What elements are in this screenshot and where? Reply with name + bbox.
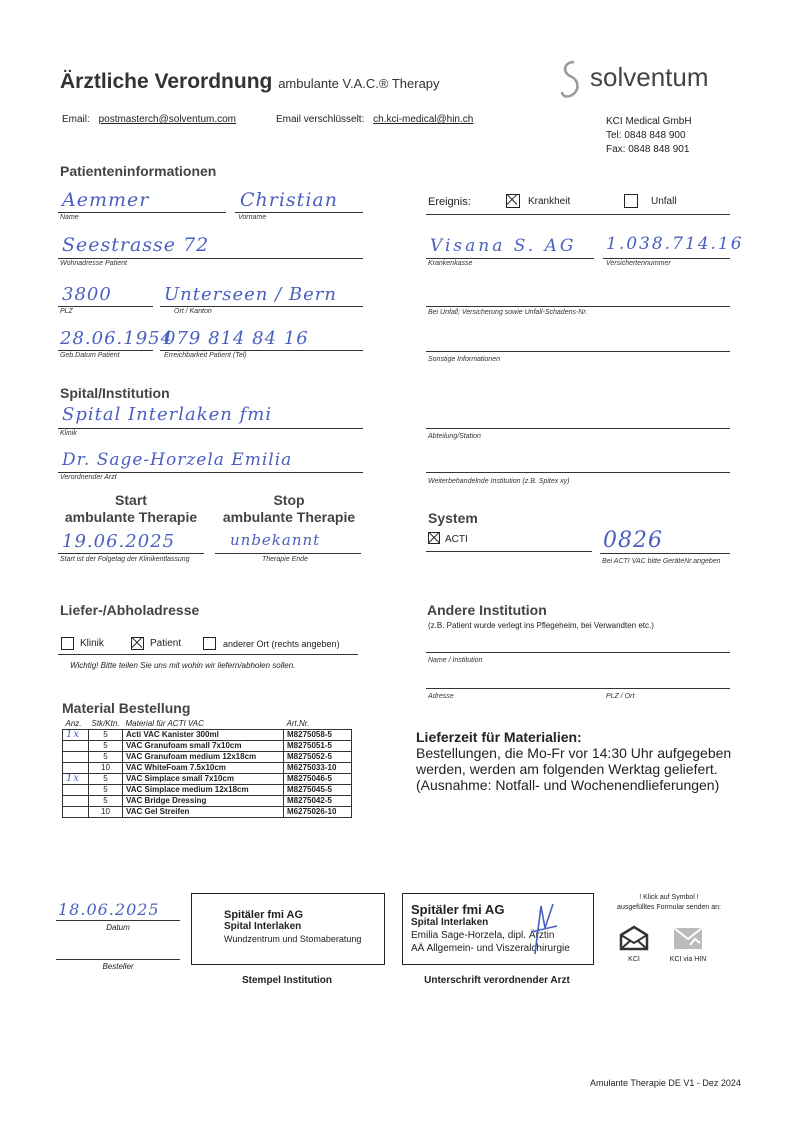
- start-therapy-title: [60, 492, 202, 526]
- material-table-header: [63, 719, 352, 730]
- row-stk: 5: [89, 774, 123, 785]
- row-artnr: M8275042-5: [284, 796, 352, 807]
- form-title: [60, 70, 440, 94]
- send-kci-hin-button[interactable]: [668, 925, 708, 963]
- patient-address-label: Wohnadresse Patient: [60, 260, 127, 267]
- krankheit-label: Krankheit: [528, 196, 571, 207]
- row-anz[interactable]: [63, 763, 89, 774]
- email-link[interactable]: postmasterch@solventum.com: [98, 114, 236, 125]
- stamp1-line-1: Spitäler fmi AG: [224, 909, 304, 921]
- row-anz[interactable]: 1x: [63, 774, 89, 785]
- device-number-label: Bei ACTI VAC bitte GeräteNr.angeben: [602, 558, 721, 565]
- patient-phone-label: Erreichbarkeit Patient (Tel): [164, 352, 247, 359]
- delivery-note: Wichtig! Bitte teilen Sie uns mit wohin wir liefern/abholen sollen.: [70, 661, 296, 670]
- other-inst-address-label: Adresse: [428, 693, 454, 700]
- table-row: [63, 752, 352, 763]
- lieferzeit-line-2: werden, werden am folgenden Werktag geliefert.: [416, 761, 718, 777]
- stamp1-line-2: Spital Interlaken: [224, 921, 302, 932]
- col-anz: Anz.: [63, 719, 89, 730]
- weiterbehandelnde-label: Weiterbehandelnde Institution (z.B. Spitex xy): [428, 478, 570, 485]
- row-artnr: M8275045-5: [284, 785, 352, 796]
- stamp2-line-4: AÄ Allgemein- und Viszeralchirurgie: [411, 943, 570, 954]
- other-inst-hint: (z.B. Patient wurde verlegt ins Pflegeheim, bei Verwandten etc.): [428, 621, 654, 630]
- table-row: [63, 730, 352, 741]
- row-anz[interactable]: 1x: [63, 730, 89, 741]
- krankheit-checkbox[interactable]: [506, 194, 520, 208]
- email-enc-label: Email verschlüsselt:: [276, 114, 365, 125]
- subtitle-text: ambulante V.A.C.® Therapy: [278, 76, 440, 91]
- other-inst-name-label: Name / Institution: [428, 657, 483, 664]
- company-name: KCI Medical GmbH: [606, 116, 692, 127]
- version-label: Amulante Therapie DE V1 - Dez 2024: [590, 1078, 741, 1088]
- patient-plz-label: PLZ: [60, 308, 73, 315]
- send-hint-2: ausgefülltes Formular senden an:: [617, 904, 721, 911]
- row-material: VAC Simplace small 7x10cm: [123, 774, 284, 785]
- row-artnr: M8275058-5: [284, 730, 352, 741]
- stop-title-2: ambulante Therapie: [222, 509, 356, 525]
- unfall-checkbox[interactable]: [624, 194, 638, 208]
- send-kci-button[interactable]: [618, 925, 650, 963]
- material-table: [62, 719, 352, 818]
- kci-hin-label: KCI via HIN: [669, 956, 707, 963]
- col-artnr: Art.Nr.: [284, 719, 352, 730]
- delivery-klinik-checkbox[interactable]: [61, 637, 74, 650]
- klinik-value[interactable]: Spital Interlaken fmi: [62, 404, 273, 425]
- row-stk: 5: [89, 796, 123, 807]
- col-stk: Stk/Ktn.: [89, 719, 123, 730]
- row-stk: 5: [89, 752, 123, 763]
- row-artnr: M8275046-5: [284, 774, 352, 785]
- col-material: Material für ACTI VAC: [123, 719, 284, 730]
- abteilung-label: Abteilung/Station: [428, 433, 481, 440]
- acti-checkbox[interactable]: [428, 532, 440, 544]
- row-anz[interactable]: [63, 752, 89, 763]
- delivery-patient-checkbox[interactable]: [131, 637, 144, 650]
- row-material: VAC WhiteFoam 7.5x10cm: [123, 763, 284, 774]
- row-artnr: M8275052-5: [284, 752, 352, 763]
- signature-stamp-box[interactable]: [402, 893, 594, 965]
- delivery-anderer-label: anderer Ort (rechts angeben): [223, 639, 340, 649]
- table-row: [63, 796, 352, 807]
- patient-dob-label: Geb.Datum Patient: [60, 352, 120, 359]
- delivery-klinik-label: Klinik: [80, 638, 104, 649]
- delivery-anderer-checkbox[interactable]: [203, 637, 216, 650]
- other-inst-section-title: Andere Institution: [427, 602, 547, 618]
- stop-date-value[interactable]: unbekannt: [230, 531, 321, 549]
- datum-value[interactable]: 18.06.2025: [58, 900, 160, 919]
- krankenkasse-value[interactable]: Visana S. AG: [430, 236, 577, 256]
- envelope-icon: [618, 925, 650, 951]
- table-row: [63, 807, 352, 818]
- stamp1-caption: Stempel Institution: [242, 975, 332, 986]
- kci-label: KCI: [628, 956, 640, 963]
- row-material: VAC Simplace medium 12x18cm: [123, 785, 284, 796]
- stop-title-1: Stop: [273, 492, 305, 508]
- lieferzeit-line-1: Bestellungen, die Mo-Fr vor 14:30 Uhr aufgegeben: [416, 745, 732, 761]
- row-stk: 10: [89, 807, 123, 818]
- row-artnr: M8275051-5: [284, 741, 352, 752]
- start-title-1: Start: [115, 492, 147, 508]
- start-title-2: ambulante Therapie: [64, 509, 198, 525]
- sonstige-info-label: Sonstige Informationen: [428, 356, 500, 363]
- email-enc-link[interactable]: ch.kci-medical@hin.ch: [373, 114, 474, 125]
- row-artnr: M6275026-10: [284, 807, 352, 818]
- unfall-versicherung-label: Bei Unfall; Versicherung sowie Unfall-Schadens-Nr.: [428, 309, 588, 316]
- table-row: [63, 774, 352, 785]
- stamp2-caption: Unterschrift verordnender Arzt: [424, 975, 570, 986]
- row-material: Acti VAC Kanister 300ml: [123, 730, 284, 741]
- ereignis-label: Ereignis:: [428, 196, 471, 208]
- row-anz[interactable]: [63, 741, 89, 752]
- stamp2-line-3: Emilia Sage-Horzela, dipl. Ärztin: [411, 930, 555, 941]
- start-date-label: Start ist der Folgetag der Klinikentlassung: [60, 556, 190, 563]
- patient-phone-value[interactable]: 079 814 84 16: [164, 328, 309, 349]
- lieferzeit-block: [416, 729, 731, 793]
- row-material: VAC Gel Streifen: [123, 807, 284, 818]
- delivery-patient-label: Patient: [150, 638, 182, 649]
- company-tel: Tel: 0848 848 900: [606, 130, 686, 141]
- material-section-title: Material Bestellung: [62, 700, 191, 716]
- stamp2-line-1: Spitäler fmi AG: [411, 902, 505, 917]
- patient-vorname-value[interactable]: Christian: [240, 189, 338, 211]
- system-section-title: System: [428, 510, 478, 526]
- company-fax: Fax: 0848 848 901: [606, 144, 690, 155]
- arzt-value[interactable]: Dr. Sage-Horzela Emilia: [62, 450, 293, 470]
- row-anz[interactable]: [63, 785, 89, 796]
- stop-date-label: Therapie Ende: [262, 556, 308, 563]
- row-artnr: M6275033-10: [284, 763, 352, 774]
- patient-plz-value[interactable]: 3800: [62, 284, 112, 305]
- klinik-label: Klinik: [60, 430, 77, 437]
- unfall-label: Unfall: [651, 196, 677, 207]
- versichertennummer-value[interactable]: 1.038.714.16: [606, 234, 744, 254]
- delivery-section-title: Liefer-/Abholadresse: [60, 602, 200, 618]
- lieferzeit-title: Lieferzeit für Materialien:: [416, 729, 582, 745]
- brand-name: solventum: [590, 62, 709, 92]
- row-material: VAC Granufoam small 7x10cm: [123, 741, 284, 752]
- versichertennummer-label: Versichertennummer: [606, 260, 671, 267]
- stop-therapy-title: [218, 492, 360, 526]
- patient-dob-value[interactable]: 28.06.1954: [60, 328, 174, 349]
- email-label: Email:: [62, 114, 90, 125]
- row-stk: 5: [89, 741, 123, 752]
- other-inst-plzort-label: PLZ / Ort: [606, 693, 635, 700]
- device-number-value[interactable]: 0826: [603, 528, 663, 553]
- acti-label: ACTI: [445, 534, 468, 545]
- table-row: [63, 741, 352, 752]
- send-hint: [604, 893, 734, 913]
- row-material: VAC Granufoam medium 12x18cm: [123, 752, 284, 763]
- send-hint-1: ! Klick auf Symbol !: [639, 894, 699, 901]
- signature-scribble-icon: [521, 898, 561, 958]
- patient-name-label: Name: [60, 214, 79, 221]
- institution-stamp-box[interactable]: [191, 893, 385, 965]
- start-date-value[interactable]: 19.06.2025: [62, 531, 176, 552]
- patient-vorname-label: Vorname: [238, 214, 267, 221]
- table-row: [63, 763, 352, 774]
- patient-section-title: Patienteninformationen: [60, 163, 217, 179]
- besteller-label: Besteller: [102, 962, 134, 971]
- row-stk: 5: [89, 785, 123, 796]
- title-text: Ärztliche Verordnung: [60, 70, 273, 93]
- krankenkasse-label: Krankenkasse: [428, 260, 473, 267]
- patient-name-value[interactable]: Aemmer: [62, 189, 150, 211]
- row-anz[interactable]: [63, 796, 89, 807]
- patient-ort-label: Ort / Kanton: [174, 308, 212, 315]
- patient-address-value[interactable]: Seestrasse 72: [62, 234, 210, 256]
- patient-ort-value[interactable]: Unterseen / Bern: [164, 284, 337, 305]
- row-stk: 10: [89, 763, 123, 774]
- row-material: VAC Bridge Dressing: [123, 796, 284, 807]
- envelope-hin-icon: [668, 925, 708, 951]
- lieferzeit-line-3: (Ausnahme: Notfall- und Wochenendlieferungen): [416, 777, 720, 793]
- solventum-s-icon: [556, 58, 586, 102]
- row-stk: 5: [89, 730, 123, 741]
- table-row: [63, 785, 352, 796]
- spital-section-title: Spital/Institution: [60, 385, 170, 401]
- arzt-label: Verordnender Arzt: [60, 474, 117, 481]
- datum-label: Datum: [106, 923, 130, 932]
- row-anz[interactable]: [63, 807, 89, 818]
- stamp1-line-3: Wundzentrum und Stomaberatung: [224, 934, 362, 944]
- stamp2-line-2: Spital Interlaken: [411, 917, 489, 928]
